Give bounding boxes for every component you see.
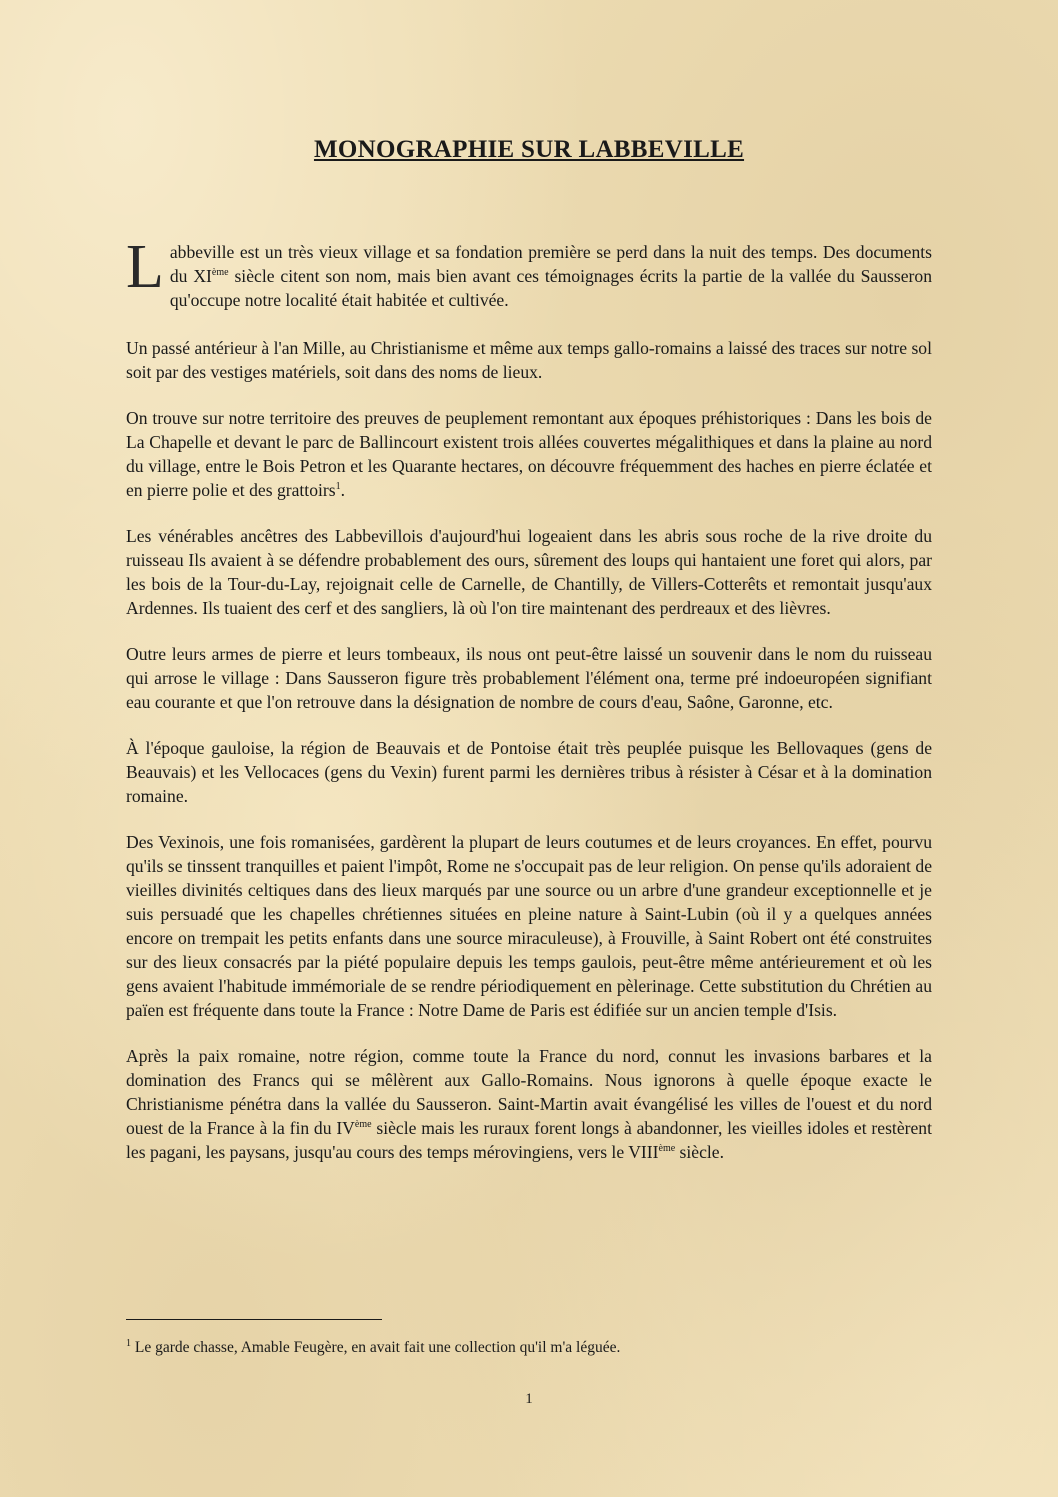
footnote-separator	[126, 1319, 382, 1320]
paragraph	[126, 736, 932, 808]
page-title: MONOGRAPHIE SUR LABBEVILLE	[313, 136, 745, 163]
text-segment: On trouve sur notre territoire des preuves de peuplement remontant aux époques préhistoriques : Dans les bois de La Chapelle et devant le parc de Ballincourt existent trois allées couvertes mégalithiques et dans la plaine au nord du village, entre le Bois Petron et les Quarante hectares, on découvre fréquemment des haches en pierre éclatée et en pierre polie et des grattoirs	[126, 408, 932, 500]
text-segment: Des Vexinois, une fois romanisées, gardèrent la plupart de leurs coutumes et de leurs croyances. En effet, pourvu qu'ils se tinssent tranquilles et paient l'impôt, Rome ne s'occupait pas de leur religion. On pense qu'ils adoraient de vieilles divinités celtiques dans des lieux marqués par une source ou un arbre d'une grandeur exceptionnelle et je suis persuadé que les chapelles chrétiennes situées en pleine nature à Saint-Lubin (où il y a quelques années encore on trempait les petits enfants dans une source miraculeuse), à Frouville, à Saint Robert ont été construites sur des lieux consacrés par la piété populaire depuis les temps gaulois, peut-être même antérieurement et où les gens avaient l'habitude immémoriale de se rendre périodiquement en pèlerinage. Cette substitution du Chrétien au païen est fréquente dans toute la France : Notre Dame de Paris est édifiée sur un ancien temple d'Isis.	[126, 832, 932, 1020]
superscript: ème	[354, 1119, 372, 1131]
text-segment: siècle citent son nom, mais bien avant ces témoignages écrits la partie de la vallée du Sausseron qu'occupe notre localité était habitée et cultivée.	[169, 266, 932, 310]
paragraph	[126, 336, 932, 384]
paragraph	[126, 233, 932, 312]
superscript: ème	[658, 1143, 676, 1155]
text-segment: Les vénérables ancêtres des Labbevillois d'aujourd'hui logeaient dans les abris sous roche de la rive droite du ruisseau Ils avaient à se défendre probablement des ours, sûrement des loups qui hantaient une foret qui alors, par les bois de la Tour-du-Lay, rejoignait celle de Carnelle, de Chantilly, de Villers-Cotterêts et remontait jusqu'aux Ardennes. Ils tuaient des cerf et des sangliers, là où l'on tire maintenant des perdreaux et des lièvres.	[126, 526, 932, 618]
superscript: ème	[211, 267, 229, 279]
paragraph	[126, 406, 932, 502]
page-number: 1	[525, 1391, 533, 1407]
text-segment: siècle.	[675, 1142, 725, 1162]
text-segment: Après la paix romaine, notre région, comme toute la France du nord, connut les invasions barbares et la domination des Francs qui se mêlèrent aux Gallo-Romains. Nous ignorons à quelle époque exacte le Christianisme pénétra dans la vallée du Sausseron. Saint-Martin avait évangélisé les villes de l'ouest et du nord ouest de la France à la fin du IV	[126, 1046, 932, 1138]
paragraph	[126, 642, 932, 714]
text-segment: À l'époque gauloise, la région de Beauvais et de Pontoise était très peuplée puisque les Bellovaques (gens de Beauvais) et les Vellocaces (gens du Vexin) furent parmi les dernières tribus à résister à César et à la domination romaine.	[126, 738, 932, 806]
footnote	[126, 1338, 932, 1358]
footnote-text: Le garde chasse, Amable Feugère, en avait fait une collection qu'il m'a léguée.	[131, 1339, 621, 1356]
superscript: 1	[335, 481, 341, 493]
text-segment: siècle mais les ruraux forent longs à abandonner, les vieilles idoles et restèrent les pagani, les paysans, jusqu'au cours des temps mérovingiens, vers le VIII	[126, 1118, 932, 1162]
text-segment: .	[340, 480, 345, 500]
paragraph	[126, 830, 932, 1022]
drop-cap: L	[126, 233, 164, 301]
text-segment: Un passé antérieur à l'an Mille, au Christianisme et même aux temps gallo-romains a laissé des traces sur notre sol soit par des vestiges matériels, soit dans des noms de lieux.	[126, 338, 932, 382]
footnote-mark: 1	[126, 1337, 131, 1349]
text-segment: abbeville est un très vieux village et sa fondation première se perd dans la nuit des temps. Des documents du XI	[169, 242, 932, 286]
paragraph	[126, 524, 932, 620]
text-segment: Outre leurs armes de pierre et leurs tombeaux, ils nous ont peut-être laissé un souvenir dans le nom du ruisseau qui arrose le village : Dans Sausseron figure très probablement l'élément ona, terme pré indoeuropéen signifiant eau courante et que l'on retrouve dans la désignation de nombre de cours d'eau, Saône, Garonne, etc.	[126, 644, 932, 712]
body-text	[126, 233, 932, 1186]
paragraph	[126, 1044, 932, 1164]
